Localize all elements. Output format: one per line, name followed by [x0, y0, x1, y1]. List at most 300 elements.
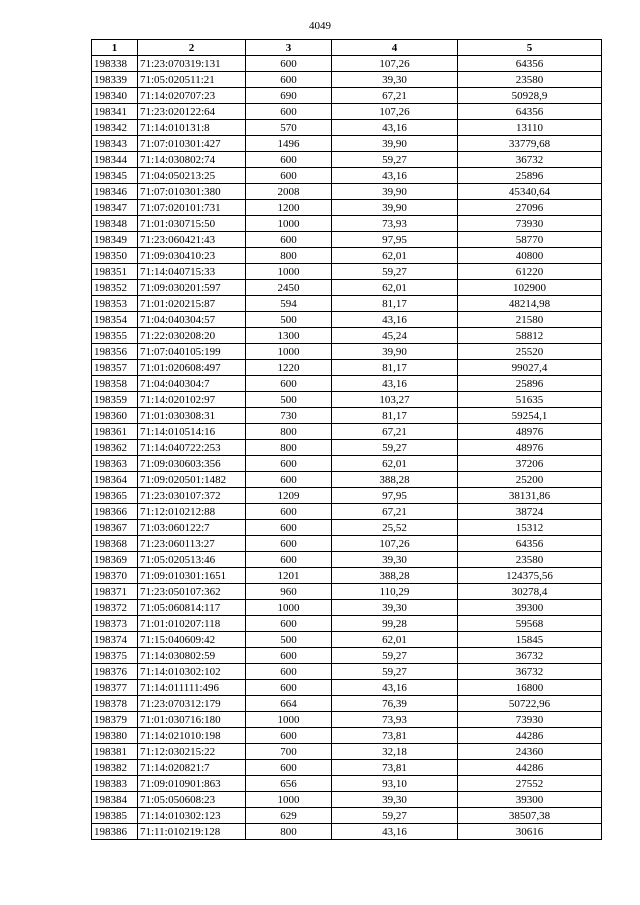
cadastral-number-cell: 71:15:040609:42	[138, 632, 246, 648]
rate-cell: 39,90	[332, 344, 458, 360]
area-cell: 600	[246, 104, 332, 120]
row-number-cell: 198362	[92, 440, 138, 456]
rate-cell: 107,26	[332, 56, 458, 72]
table-row	[92, 56, 602, 72]
table-header-row	[92, 40, 602, 56]
row-number-cell: 198348	[92, 216, 138, 232]
cadastral-number-cell: 71:14:040722:253	[138, 440, 246, 456]
row-number-cell: 198346	[92, 184, 138, 200]
cadastral-number-cell: 71:05:060814:117	[138, 600, 246, 616]
area-cell: 600	[246, 664, 332, 680]
area-cell: 2450	[246, 280, 332, 296]
area-cell: 1220	[246, 360, 332, 376]
row-number-cell: 198375	[92, 648, 138, 664]
rate-cell: 43,16	[332, 680, 458, 696]
cadastral-number-cell: 71:05:020511:21	[138, 72, 246, 88]
row-number-cell: 198343	[92, 136, 138, 152]
value-cell: 27096	[458, 200, 602, 216]
row-number-cell: 198377	[92, 680, 138, 696]
rate-cell: 81,17	[332, 360, 458, 376]
row-number-cell: 198340	[92, 88, 138, 104]
area-cell: 500	[246, 632, 332, 648]
area-cell: 1200	[246, 200, 332, 216]
column-header-2: 2	[138, 40, 246, 56]
cadastral-number-cell: 71:23:030107:372	[138, 488, 246, 504]
cadastral-number-cell: 71:14:010302:123	[138, 808, 246, 824]
cadastral-number-cell: 71:04:050213:25	[138, 168, 246, 184]
cadastral-number-cell: 71:07:010301:380	[138, 184, 246, 200]
rate-cell: 388,28	[332, 568, 458, 584]
area-cell: 600	[246, 72, 332, 88]
cadastral-number-cell: 71:14:010131:8	[138, 120, 246, 136]
rate-cell: 388,28	[332, 472, 458, 488]
rate-cell: 73,93	[332, 216, 458, 232]
rate-cell: 59,27	[332, 440, 458, 456]
value-cell: 36732	[458, 152, 602, 168]
rate-cell: 39,30	[332, 552, 458, 568]
rate-cell: 59,27	[332, 808, 458, 824]
row-number-cell: 198349	[92, 232, 138, 248]
table-row	[92, 648, 602, 664]
rate-cell: 45,24	[332, 328, 458, 344]
rate-cell: 59,27	[332, 152, 458, 168]
table-row	[92, 264, 602, 280]
area-cell: 600	[246, 680, 332, 696]
area-cell: 600	[246, 232, 332, 248]
row-number-cell: 198344	[92, 152, 138, 168]
cadastral-number-cell: 71:07:010301:427	[138, 136, 246, 152]
table-row	[92, 104, 602, 120]
cadastral-number-cell: 71:09:030603:356	[138, 456, 246, 472]
rate-cell: 67,21	[332, 424, 458, 440]
value-cell: 44286	[458, 728, 602, 744]
cadastral-number-cell: 71:01:030715:50	[138, 216, 246, 232]
value-cell: 44286	[458, 760, 602, 776]
cadastral-number-cell: 71:14:040715:33	[138, 264, 246, 280]
row-number-cell: 198360	[92, 408, 138, 424]
value-cell: 38507,38	[458, 808, 602, 824]
row-number-cell: 198382	[92, 760, 138, 776]
cadastral-number-cell: 71:23:070319:131	[138, 56, 246, 72]
area-cell: 600	[246, 760, 332, 776]
table-row	[92, 456, 602, 472]
row-number-cell: 198372	[92, 600, 138, 616]
table-row	[92, 312, 602, 328]
rate-cell: 110,29	[332, 584, 458, 600]
cadastral-number-cell: 71:05:050608:23	[138, 792, 246, 808]
area-cell: 594	[246, 296, 332, 312]
area-cell: 600	[246, 152, 332, 168]
value-cell: 48214,98	[458, 296, 602, 312]
row-number-cell: 198350	[92, 248, 138, 264]
area-cell: 629	[246, 808, 332, 824]
area-cell: 1300	[246, 328, 332, 344]
rate-cell: 76,39	[332, 696, 458, 712]
row-number-cell: 198358	[92, 376, 138, 392]
cadastral-number-cell: 71:23:060113:27	[138, 536, 246, 552]
cadastral-number-cell: 71:04:040304:7	[138, 376, 246, 392]
cadastral-number-cell: 71:14:021010:198	[138, 728, 246, 744]
value-cell: 59254,1	[458, 408, 602, 424]
table-row	[92, 552, 602, 568]
table-row	[92, 408, 602, 424]
row-number-cell: 198383	[92, 776, 138, 792]
row-number-cell: 198380	[92, 728, 138, 744]
table-row	[92, 440, 602, 456]
area-cell: 600	[246, 456, 332, 472]
value-cell: 40800	[458, 248, 602, 264]
row-number-cell: 198339	[92, 72, 138, 88]
value-cell: 23580	[458, 552, 602, 568]
cadastral-number-cell: 71:22:030208:20	[138, 328, 246, 344]
cadastral-number-cell: 71:14:020821:7	[138, 760, 246, 776]
rate-cell: 103,27	[332, 392, 458, 408]
page-number: 4049	[309, 20, 331, 32]
table-body	[92, 56, 602, 840]
table-row	[92, 520, 602, 536]
cadastral-number-cell: 71:14:030802:59	[138, 648, 246, 664]
cadastral-number-cell: 71:23:060421:43	[138, 232, 246, 248]
rate-cell: 39,30	[332, 792, 458, 808]
cadastral-number-cell: 71:14:030802:74	[138, 152, 246, 168]
cadastral-number-cell: 71:09:010301:1651	[138, 568, 246, 584]
value-cell: 15312	[458, 520, 602, 536]
rate-cell: 59,27	[332, 264, 458, 280]
cadastral-number-cell: 71:23:020122:64	[138, 104, 246, 120]
value-cell: 59568	[458, 616, 602, 632]
cadastral-number-cell: 71:01:030716:180	[138, 712, 246, 728]
table-row	[92, 232, 602, 248]
cadastral-number-cell: 71:14:020707:23	[138, 88, 246, 104]
rate-cell: 62,01	[332, 632, 458, 648]
value-cell: 39300	[458, 792, 602, 808]
rate-cell: 43,16	[332, 312, 458, 328]
table-row	[92, 584, 602, 600]
table-row	[92, 216, 602, 232]
value-cell: 27552	[458, 776, 602, 792]
area-cell: 600	[246, 728, 332, 744]
rate-cell: 107,26	[332, 104, 458, 120]
row-number-cell: 198370	[92, 568, 138, 584]
rate-cell: 39,90	[332, 200, 458, 216]
row-number-cell: 198369	[92, 552, 138, 568]
value-cell: 38724	[458, 504, 602, 520]
column-header-3: 3	[246, 40, 332, 56]
table-row	[92, 248, 602, 264]
area-cell: 1000	[246, 216, 332, 232]
value-cell: 102900	[458, 280, 602, 296]
area-cell: 656	[246, 776, 332, 792]
value-cell: 48976	[458, 440, 602, 456]
cadastral-number-cell: 71:14:011111:496	[138, 680, 246, 696]
cadastral-number-cell: 71:07:020101:731	[138, 200, 246, 216]
table-row	[92, 168, 602, 184]
area-cell: 1000	[246, 600, 332, 616]
rate-cell: 39,90	[332, 184, 458, 200]
rate-cell: 32,18	[332, 744, 458, 760]
row-number-cell: 198351	[92, 264, 138, 280]
area-cell: 1209	[246, 488, 332, 504]
table-row	[92, 136, 602, 152]
value-cell: 64356	[458, 104, 602, 120]
row-number-cell: 198368	[92, 536, 138, 552]
area-cell: 600	[246, 536, 332, 552]
area-cell: 800	[246, 440, 332, 456]
cadastral-number-cell: 71:11:010219:128	[138, 824, 246, 840]
row-number-cell: 198354	[92, 312, 138, 328]
table-row	[92, 744, 602, 760]
rate-cell: 62,01	[332, 456, 458, 472]
area-cell: 664	[246, 696, 332, 712]
table-row	[92, 328, 602, 344]
rate-cell: 73,93	[332, 712, 458, 728]
table-row	[92, 632, 602, 648]
row-number-cell: 198359	[92, 392, 138, 408]
value-cell: 39300	[458, 600, 602, 616]
cadastral-number-cell: 71:09:030410:23	[138, 248, 246, 264]
cadastral-number-cell: 71:14:010302:102	[138, 664, 246, 680]
row-number-cell: 198356	[92, 344, 138, 360]
row-number-cell: 198386	[92, 824, 138, 840]
rate-cell: 25,52	[332, 520, 458, 536]
cadastral-number-cell: 71:12:010212:88	[138, 504, 246, 520]
cadastral-number-cell: 71:14:020102:97	[138, 392, 246, 408]
area-cell: 600	[246, 168, 332, 184]
row-number-cell: 198345	[92, 168, 138, 184]
rate-cell: 73,81	[332, 760, 458, 776]
rate-cell: 67,21	[332, 88, 458, 104]
table-row	[92, 88, 602, 104]
rate-cell: 43,16	[332, 168, 458, 184]
cadastral-number-cell: 71:09:030201:597	[138, 280, 246, 296]
row-number-cell: 198338	[92, 56, 138, 72]
table-row	[92, 568, 602, 584]
row-number-cell: 198374	[92, 632, 138, 648]
cadastral-number-cell: 71:01:030308:31	[138, 408, 246, 424]
value-cell: 30278,4	[458, 584, 602, 600]
value-cell: 64356	[458, 56, 602, 72]
value-cell: 25520	[458, 344, 602, 360]
table-row	[92, 120, 602, 136]
area-cell: 1000	[246, 792, 332, 808]
value-cell: 33779,68	[458, 136, 602, 152]
table-row	[92, 728, 602, 744]
area-cell: 960	[246, 584, 332, 600]
table-row	[92, 712, 602, 728]
row-number-cell: 198364	[92, 472, 138, 488]
value-cell: 58770	[458, 232, 602, 248]
rate-cell: 81,17	[332, 296, 458, 312]
row-number-cell: 198361	[92, 424, 138, 440]
rate-cell: 62,01	[332, 248, 458, 264]
rate-cell: 43,16	[332, 120, 458, 136]
cadastral-number-cell: 71:14:010514:16	[138, 424, 246, 440]
table-row	[92, 600, 602, 616]
area-cell: 600	[246, 504, 332, 520]
row-number-cell: 198352	[92, 280, 138, 296]
value-cell: 37206	[458, 456, 602, 472]
table-row	[92, 792, 602, 808]
row-number-cell: 198373	[92, 616, 138, 632]
table-row	[92, 616, 602, 632]
value-cell: 45340,64	[458, 184, 602, 200]
area-cell: 600	[246, 520, 332, 536]
value-cell: 50722,96	[458, 696, 602, 712]
rate-cell: 81,17	[332, 408, 458, 424]
area-cell: 800	[246, 824, 332, 840]
table-row	[92, 536, 602, 552]
area-cell: 600	[246, 56, 332, 72]
row-number-cell: 198381	[92, 744, 138, 760]
area-cell: 2008	[246, 184, 332, 200]
area-cell: 600	[246, 648, 332, 664]
row-number-cell: 198371	[92, 584, 138, 600]
table-row	[92, 296, 602, 312]
column-header-4: 4	[332, 40, 458, 56]
area-cell: 600	[246, 472, 332, 488]
area-cell: 600	[246, 376, 332, 392]
rate-cell: 43,16	[332, 824, 458, 840]
area-cell: 1000	[246, 712, 332, 728]
value-cell: 51635	[458, 392, 602, 408]
area-cell: 800	[246, 424, 332, 440]
table-row	[92, 504, 602, 520]
row-number-cell: 198379	[92, 712, 138, 728]
area-cell: 1496	[246, 136, 332, 152]
cadastral-number-cell: 71:01:020608:497	[138, 360, 246, 376]
table-row	[92, 664, 602, 680]
table-row	[92, 696, 602, 712]
cadastral-number-cell: 71:23:070312:179	[138, 696, 246, 712]
value-cell: 58812	[458, 328, 602, 344]
table-row	[92, 824, 602, 840]
rate-cell: 39,30	[332, 72, 458, 88]
value-cell: 24360	[458, 744, 602, 760]
cadastral-number-cell: 71:01:020215:87	[138, 296, 246, 312]
row-number-cell: 198347	[92, 200, 138, 216]
value-cell: 23580	[458, 72, 602, 88]
rate-cell: 62,01	[332, 280, 458, 296]
table-row	[92, 72, 602, 88]
row-number-cell: 198341	[92, 104, 138, 120]
rate-cell: 99,28	[332, 616, 458, 632]
row-number-cell: 198384	[92, 792, 138, 808]
table-row	[92, 472, 602, 488]
row-number-cell: 198367	[92, 520, 138, 536]
row-number-cell: 198357	[92, 360, 138, 376]
value-cell: 16800	[458, 680, 602, 696]
row-number-cell: 198353	[92, 296, 138, 312]
area-cell: 1000	[246, 264, 332, 280]
value-cell: 25896	[458, 376, 602, 392]
table-row	[92, 488, 602, 504]
value-cell: 30616	[458, 824, 602, 840]
value-cell: 99027,4	[458, 360, 602, 376]
table-row	[92, 376, 602, 392]
value-cell: 73930	[458, 216, 602, 232]
area-cell: 730	[246, 408, 332, 424]
area-cell: 1000	[246, 344, 332, 360]
table-row	[92, 344, 602, 360]
column-header-5: 5	[458, 40, 602, 56]
cadastral-number-cell: 71:03:060122:7	[138, 520, 246, 536]
value-cell: 124375,56	[458, 568, 602, 584]
value-cell: 21580	[458, 312, 602, 328]
table-row	[92, 392, 602, 408]
cadastral-number-cell: 71:01:010207:118	[138, 616, 246, 632]
table-row	[92, 360, 602, 376]
table-row	[92, 184, 602, 200]
rate-cell: 43,16	[332, 376, 458, 392]
area-cell: 700	[246, 744, 332, 760]
value-cell: 36732	[458, 648, 602, 664]
value-cell: 48976	[458, 424, 602, 440]
table-row	[92, 152, 602, 168]
value-cell: 25896	[458, 168, 602, 184]
area-cell: 500	[246, 392, 332, 408]
value-cell: 38131,86	[458, 488, 602, 504]
row-number-cell: 198378	[92, 696, 138, 712]
area-cell: 1201	[246, 568, 332, 584]
area-cell: 690	[246, 88, 332, 104]
column-header-1: 1	[92, 40, 138, 56]
rate-cell: 93,10	[332, 776, 458, 792]
rate-cell: 59,27	[332, 664, 458, 680]
table-row	[92, 680, 602, 696]
cadastral-number-cell: 71:09:020501:1482	[138, 472, 246, 488]
row-number-cell: 198355	[92, 328, 138, 344]
value-cell: 13110	[458, 120, 602, 136]
area-cell: 500	[246, 312, 332, 328]
cadastral-number-cell: 71:07:040105:199	[138, 344, 246, 360]
data-table	[91, 39, 602, 840]
rate-cell: 67,21	[332, 504, 458, 520]
value-cell: 15845	[458, 632, 602, 648]
value-cell: 25200	[458, 472, 602, 488]
value-cell: 61220	[458, 264, 602, 280]
row-number-cell: 198376	[92, 664, 138, 680]
area-cell: 600	[246, 616, 332, 632]
rate-cell: 39,90	[332, 136, 458, 152]
value-cell: 50928,9	[458, 88, 602, 104]
cadastral-number-cell: 71:23:050107:362	[138, 584, 246, 600]
rate-cell: 107,26	[332, 536, 458, 552]
table-row	[92, 760, 602, 776]
value-cell: 73930	[458, 712, 602, 728]
row-number-cell: 198365	[92, 488, 138, 504]
table-row	[92, 776, 602, 792]
table-row	[92, 808, 602, 824]
cadastral-number-cell: 71:09:010901:863	[138, 776, 246, 792]
area-cell: 800	[246, 248, 332, 264]
row-number-cell: 198385	[92, 808, 138, 824]
area-cell: 570	[246, 120, 332, 136]
table-row	[92, 424, 602, 440]
cadastral-number-cell: 71:12:030215:22	[138, 744, 246, 760]
rate-cell: 73,81	[332, 728, 458, 744]
row-number-cell: 198366	[92, 504, 138, 520]
value-cell: 36732	[458, 664, 602, 680]
row-number-cell: 198342	[92, 120, 138, 136]
table-row	[92, 280, 602, 296]
cadastral-number-cell: 71:05:020513:46	[138, 552, 246, 568]
cadastral-number-cell: 71:04:040304:57	[138, 312, 246, 328]
rate-cell: 59,27	[332, 648, 458, 664]
area-cell: 600	[246, 552, 332, 568]
rate-cell: 97,95	[332, 488, 458, 504]
value-cell: 64356	[458, 536, 602, 552]
rate-cell: 39,30	[332, 600, 458, 616]
